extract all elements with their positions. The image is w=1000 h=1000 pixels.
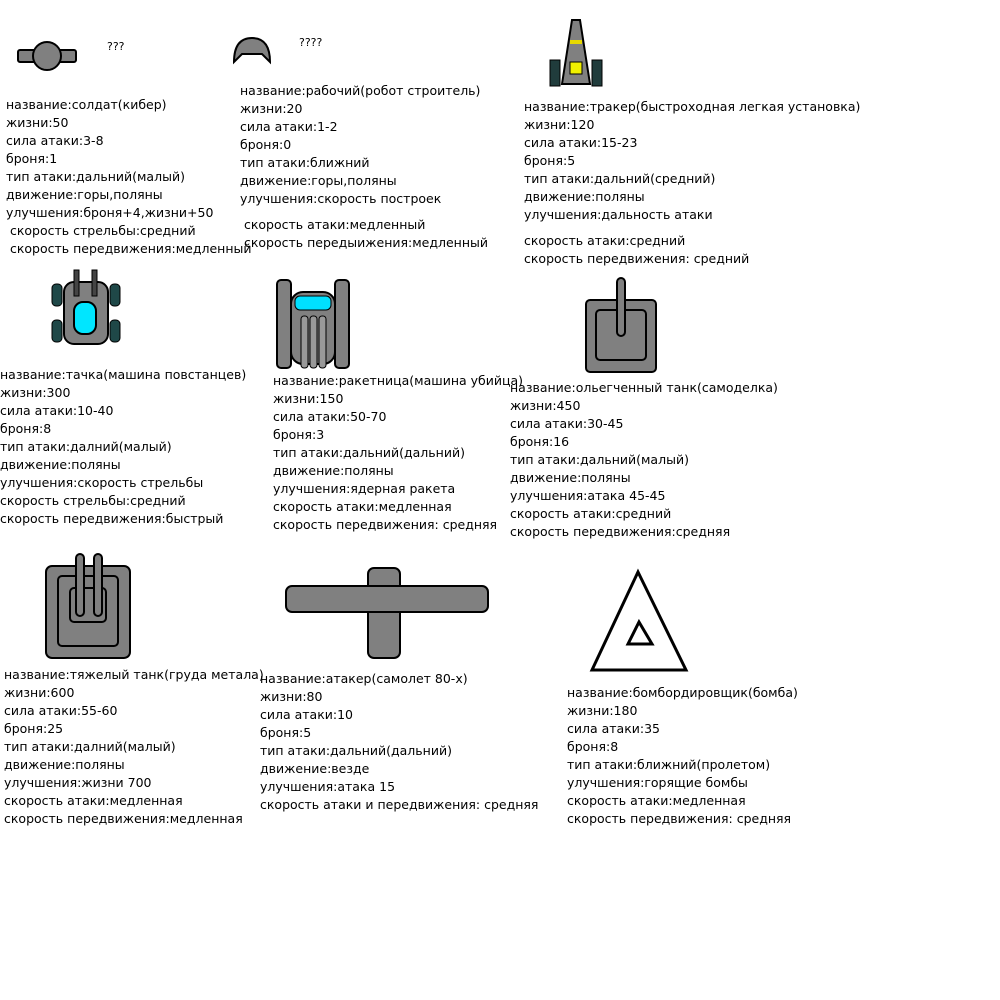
- unit-upgrades: улучшения:атака 15: [260, 779, 396, 794]
- unit-upgrades: улучшения:атака 45-45: [510, 488, 666, 503]
- unit-attack-type: тип атаки:ближний(пролетом): [567, 757, 771, 772]
- unit-attack-speed: скорость атаки:медленная: [4, 793, 183, 808]
- unit-movement: движение:поляны: [273, 463, 394, 478]
- unit-card-light-tank: [510, 379, 778, 541]
- unit-card-tracker: [524, 98, 860, 268]
- unit-hp: жизни:20: [240, 101, 303, 116]
- cyber-soldier-sprite: [14, 38, 82, 74]
- unit-armor: броня:8: [567, 739, 619, 754]
- unit-attack: сила атаки:10: [260, 707, 354, 722]
- unit-movement: движение:поляны: [4, 757, 125, 772]
- unit-movement: движение:поляны: [510, 470, 631, 485]
- unit-name: название:бомбордировщик(бомба): [567, 685, 798, 700]
- unit-armor: броня:16: [510, 434, 570, 449]
- unknown-note: ???: [107, 40, 125, 53]
- unit-move-speed: скорость передвижения:средняя: [510, 524, 731, 539]
- unit-hp: жизни:120: [524, 117, 595, 132]
- unit-fire-rate: скорость стрельбы:средний: [0, 493, 186, 508]
- unit-attack-type: тип атаки:ближний: [240, 155, 370, 170]
- unit-attack-speed: скорость атаки:средний: [524, 233, 686, 248]
- unit-attack: сила атаки:35: [567, 721, 661, 736]
- unit-name: название:тракер(быстроходная легкая установка): [524, 99, 861, 114]
- unit-movement: движение:горы,поляны: [6, 187, 163, 202]
- unit-upgrades: улучшения:дальность атаки: [524, 207, 713, 222]
- unit-card-heavy-tank: [4, 666, 264, 828]
- unit-move-speed: скорость передвижения:медленный: [6, 241, 252, 256]
- unit-card-attack-plane: [260, 670, 538, 814]
- tracker-sprite: [546, 16, 608, 90]
- attack-plane-sprite: [282, 564, 492, 662]
- unit-move-speed: скорость передвижения: средний: [524, 251, 750, 266]
- unit-attack: сила атаки:30-45: [510, 416, 624, 431]
- unit-card-rebel-car: [0, 366, 246, 528]
- unit-movement: движение:везде: [260, 761, 370, 776]
- unit-attack: сила атаки:3-8: [6, 133, 104, 148]
- unit-hp: жизни:600: [4, 685, 75, 700]
- unit-hp: жизни:180: [567, 703, 638, 718]
- unit-attack-speed: скорость атаки:медленная: [567, 793, 746, 808]
- unit-name: название:тачка(машина повстанцев): [0, 367, 247, 382]
- unit-upgrades: улучшения:скорость построек: [240, 191, 442, 206]
- unit-armor: броня:5: [524, 153, 576, 168]
- unit-movement: движение:поляны: [0, 457, 121, 472]
- unit-attack-speed: скорость атаки:медленный: [240, 217, 426, 232]
- bomber-sprite: [586, 566, 690, 676]
- unit-attack-type: тип атаки:дальний(малый): [510, 452, 689, 467]
- unit-attack: сила атаки:1-2: [240, 119, 338, 134]
- unit-move-speed: скорость передыижения:медленный: [240, 235, 489, 250]
- unit-card-rocket-launcher: [273, 372, 523, 534]
- unit-card-worker: [240, 82, 488, 252]
- unit-armor: броня:1: [6, 151, 58, 166]
- unit-card-bomber: [567, 684, 798, 828]
- unit-attack-type: тип атаки:далний(малый): [0, 439, 172, 454]
- unit-move-speed: скорость передвижения:медленная: [4, 811, 243, 826]
- unit-name: название:рабочий(робот строитель): [240, 83, 481, 98]
- unit-hp: жизни:450: [510, 398, 581, 413]
- light-tank-sprite: [582, 276, 660, 376]
- unit-name: название:солдат(кибер): [6, 97, 167, 112]
- unit-attack: сила атаки:50-70: [273, 409, 387, 424]
- unit-attack-type: тип атаки:дальний(средний): [524, 171, 716, 186]
- unit-name: название:ракетница(машина убийца): [273, 373, 524, 388]
- unit-speed: скорость атаки и передвижения: средняя: [260, 797, 539, 812]
- unit-armor: броня:8: [0, 421, 52, 436]
- unit-upgrades: улучшения:горящие бомбы: [567, 775, 748, 790]
- unit-attack: сила атаки:10-40: [0, 403, 114, 418]
- unit-attack-type: тип атаки:далний(малый): [4, 739, 176, 754]
- unit-name: название:атакер(самолет 80-х): [260, 671, 468, 686]
- unit-attack-type: тип атаки:дальний(дальний): [273, 445, 465, 460]
- unit-hp: жизни:50: [6, 115, 69, 130]
- unit-move-speed: скорость передвижения: средняя: [273, 517, 498, 532]
- unit-movement: движение:поляны: [524, 189, 645, 204]
- unit-move-speed: скорость передвижения:быстрый: [0, 511, 224, 526]
- unit-attack-type: тип атаки:дальний(дальний): [260, 743, 452, 758]
- unit-armor: броня:25: [4, 721, 64, 736]
- worker-robot-sprite: [228, 34, 278, 68]
- unit-hp: жизни:300: [0, 385, 71, 400]
- unit-attack: сила атаки:55-60: [4, 703, 118, 718]
- unit-hp: жизни:80: [260, 689, 323, 704]
- unknown-note: ????: [299, 36, 323, 49]
- unit-hp: жизни:150: [273, 391, 344, 406]
- unit-attack-speed: скорость атаки:средний: [510, 506, 672, 521]
- unit-move-speed: скорость передвижения: средняя: [567, 811, 792, 826]
- unit-armor: броня:5: [260, 725, 312, 740]
- unit-fire-rate: скорость стрельбы:средний: [6, 223, 196, 238]
- rocket-launcher-sprite: [273, 276, 353, 372]
- rebel-car-sprite: [48, 266, 124, 348]
- unit-name: название:тяжелый танк(груда метала): [4, 667, 264, 682]
- unit-attack-speed: скорость атаки:медленная: [273, 499, 452, 514]
- unit-upgrades: улучшения:жизни 700: [4, 775, 152, 790]
- unit-upgrades: улучшения:скорость стрельбы: [0, 475, 204, 490]
- unit-name: название:ольегченный танк(самоделка): [510, 380, 778, 395]
- unit-armor: броня:0: [240, 137, 292, 152]
- heavy-tank-sprite: [42, 552, 134, 664]
- unit-movement: движение:горы,поляны: [240, 173, 397, 188]
- unit-attack: сила атаки:15-23: [524, 135, 638, 150]
- unit-armor: броня:3: [273, 427, 325, 442]
- unit-upgrades: улучшения:броня+4,жизни+50: [6, 205, 214, 220]
- unit-card-cyber-soldier: [6, 96, 252, 258]
- unit-upgrades: улучшения:ядерная ракета: [273, 481, 456, 496]
- unit-attack-type: тип атаки:дальний(малый): [6, 169, 185, 184]
